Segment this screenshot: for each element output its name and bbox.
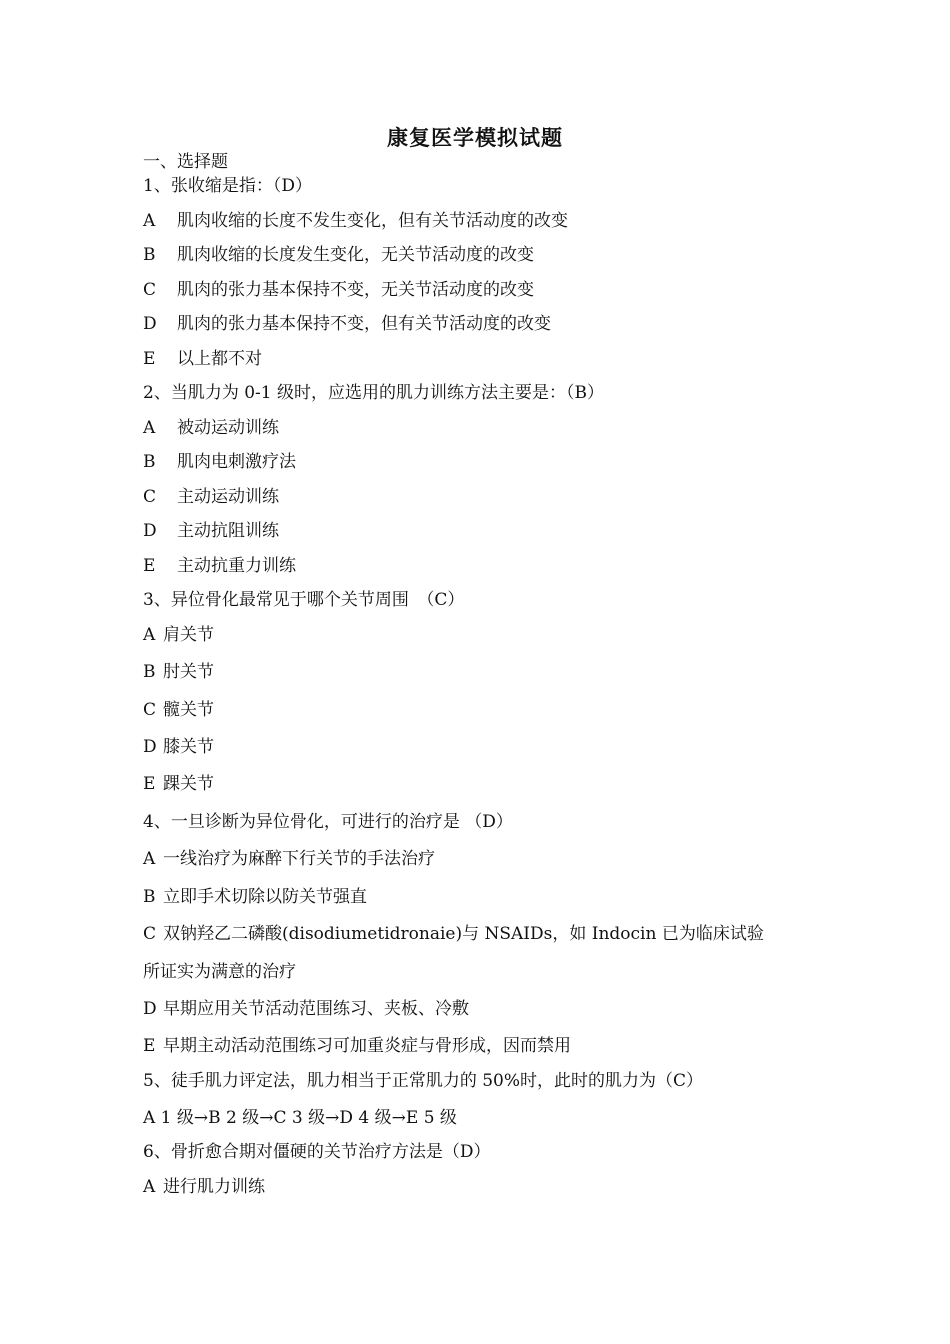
option-text: 一线治疗为麻醉下行关节的手法治疗 xyxy=(163,849,435,869)
answer-option xyxy=(143,847,435,871)
answer-option xyxy=(143,312,551,336)
answer-option xyxy=(143,243,534,267)
option-text: 主动抗重力训练 xyxy=(177,556,296,576)
answer-option xyxy=(143,660,214,684)
answer-option xyxy=(143,623,214,647)
answer-option xyxy=(143,519,279,543)
option-letter: E xyxy=(143,1036,156,1056)
answer-option xyxy=(143,885,367,909)
question-text: 3、异位骨化最常见于哪个关节周围 （C） xyxy=(143,590,465,610)
option-letter: B xyxy=(143,452,156,472)
question-text: 6、骨折愈合期对僵硬的关节治疗方法是（D） xyxy=(143,1142,491,1162)
answer-option xyxy=(143,450,296,474)
option-text: 肌肉的张力基本保持不变，但有关节活动度的改变 xyxy=(177,314,551,334)
option-text: 被动运动训练 xyxy=(177,418,279,438)
question-text: 4、一旦诊断为异位骨化，可进行的治疗是 （D） xyxy=(143,812,513,832)
answer-option xyxy=(143,772,214,796)
option-text: 早期应用关节活动范围练习、夹板、冷敷 xyxy=(163,999,469,1019)
option-text: 以上都不对 xyxy=(177,349,262,369)
answer-option xyxy=(143,209,568,233)
option-letter: D xyxy=(143,314,157,334)
option-letter: B xyxy=(143,662,156,682)
option-text: 肌肉电刺激疗法 xyxy=(177,452,296,472)
answer-option xyxy=(143,698,214,722)
continuation-text: 所证实为满意的治疗 xyxy=(143,962,296,982)
answer-option xyxy=(143,1034,571,1058)
option-letter: A xyxy=(143,1177,156,1197)
option-text: 肌肉的张力基本保持不变，无关节活动度的改变 xyxy=(177,280,534,300)
option-text: 立即手术切除以防关节强直 xyxy=(163,887,367,907)
question-text: 5、徒手肌力评定法，肌力相当于正常肌力的 50%时，此时的肌力为（C） xyxy=(143,1071,704,1091)
option-text: 主动运动训练 xyxy=(177,487,279,507)
answer-option xyxy=(143,416,279,440)
option-text: 主动抗阻训练 xyxy=(177,521,279,541)
option-letter: C xyxy=(143,487,157,507)
option-text: 早期主动活动范围练习可加重炎症与骨形成，因而禁用 xyxy=(163,1036,571,1056)
option-text: 肘关节 xyxy=(163,662,214,682)
question-text: 1、张收缩是指：（D） xyxy=(143,176,312,196)
section-heading: 一、选择题 xyxy=(143,152,228,172)
option-letter: A xyxy=(143,625,156,645)
option-text: 进行肌力训练 xyxy=(163,1177,265,1197)
answer-option xyxy=(143,554,296,578)
answer-option xyxy=(143,485,279,509)
option-letter: C xyxy=(143,280,157,300)
answer-option xyxy=(143,735,214,759)
option-letter: D xyxy=(143,737,157,757)
option-text: 双钠羟乙二磷酸(disodiumetidronaie)与 NSAIDs，如 Indocin 已为临床试验 xyxy=(163,924,764,944)
option-letter: E xyxy=(143,349,156,369)
continuation-text: A 1 级→B 2 级→C 3 级→D 4 级→E 5 级 xyxy=(143,1108,457,1128)
option-letter: A xyxy=(143,849,156,869)
option-letter: B xyxy=(143,245,156,265)
option-text: 肩关节 xyxy=(163,625,214,645)
option-text: 肌肉收缩的长度发生变化，无关节活动度的改变 xyxy=(177,245,534,265)
option-text: 肌肉收缩的长度不发生变化，但有关节活动度的改变 xyxy=(177,211,568,231)
answer-option xyxy=(143,278,534,302)
option-letter: A xyxy=(143,418,156,438)
option-text: 踝关节 xyxy=(163,774,214,794)
option-letter: D xyxy=(143,521,157,541)
answer-option xyxy=(143,997,469,1021)
question-text: 2、当肌力为 0-1 级时，应选用的肌力训练方法主要是：（B） xyxy=(143,383,604,403)
option-letter: B xyxy=(143,887,156,907)
option-letter: A xyxy=(143,211,156,231)
answer-option xyxy=(143,1175,265,1199)
option-letter: E xyxy=(143,556,156,576)
option-letter: C xyxy=(143,924,157,944)
option-letter: D xyxy=(143,999,157,1019)
answer-option xyxy=(143,347,262,371)
page-title: 康复医学模拟试题 xyxy=(387,126,563,150)
option-text: 膝关节 xyxy=(163,737,214,757)
answer-option xyxy=(143,922,764,946)
option-text: 髋关节 xyxy=(163,700,214,720)
option-letter: E xyxy=(143,774,156,794)
option-letter: C xyxy=(143,700,157,720)
